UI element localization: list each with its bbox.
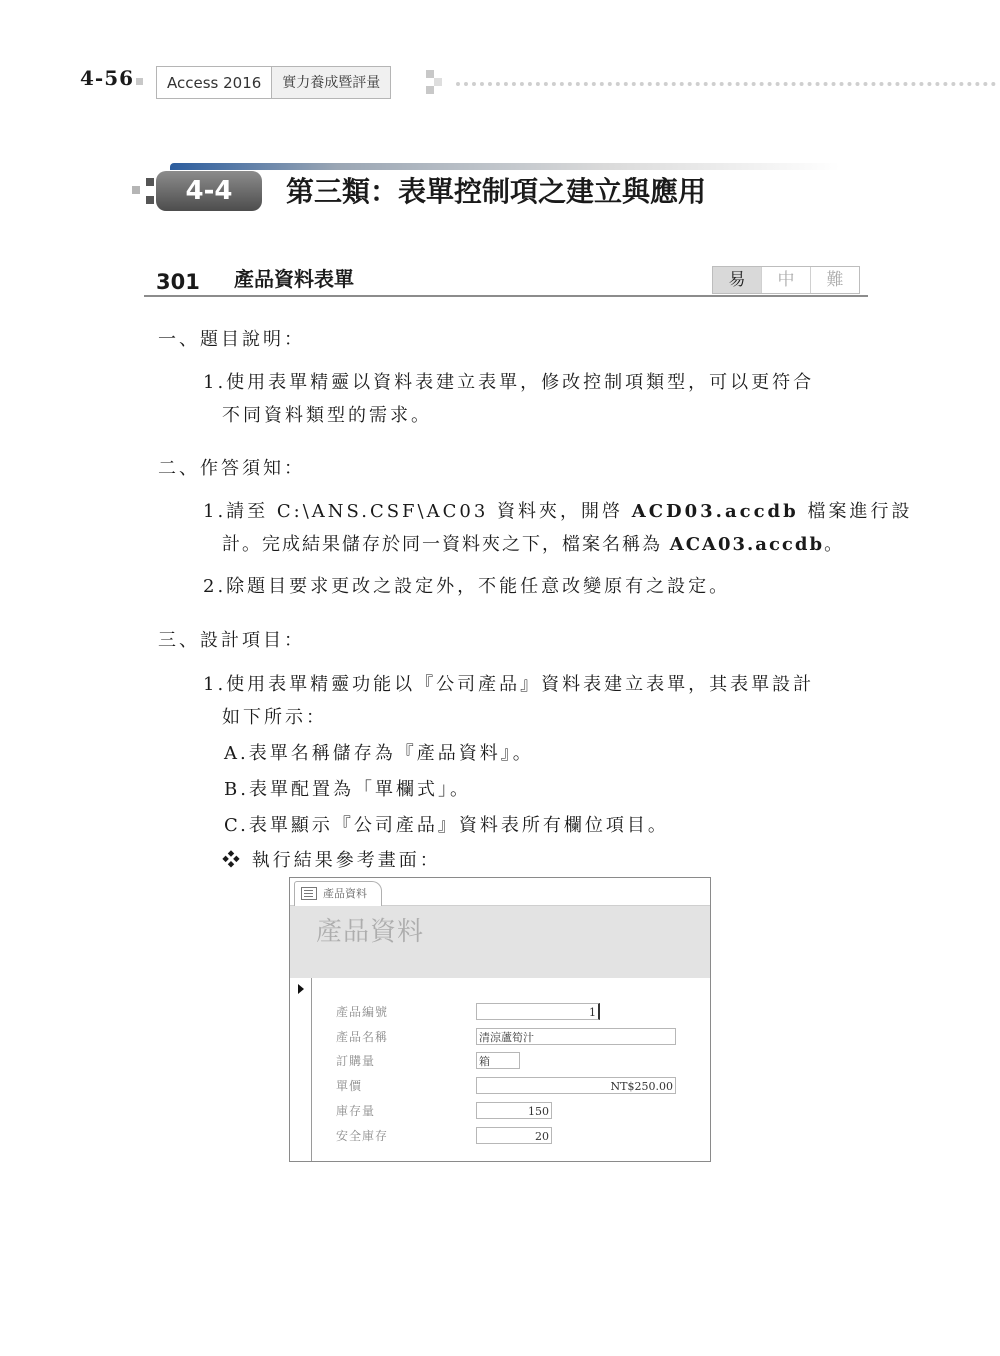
- s2-text: 1.請至 C:\ANS.CSF\AC03 資料夾，開啓: [203, 501, 632, 522]
- header-cube-decoration: [434, 78, 442, 86]
- section-title: 第三類：表單控制項之建立與應用: [286, 175, 707, 208]
- s3-item1-line1: 1.使用表單精靈功能以『公司產品』資料表建立表單，其表單設計: [203, 674, 815, 695]
- result-filename: ACA03.accdb: [669, 534, 825, 555]
- field-label-product-id: 產品編號: [336, 1005, 389, 1019]
- s2-text: 檔案進行設: [798, 501, 913, 522]
- section-cube-decoration: [146, 196, 154, 204]
- header-square-decoration: [136, 78, 143, 85]
- s1-item1-line1: 1.使用表單精靈以資料表建立表單，修改控制項類型，可以更符合: [203, 372, 815, 393]
- header-cube-decoration: [426, 86, 434, 94]
- s3-item-b: B.表單配置為「單欄式」。: [224, 779, 471, 800]
- problem-underline: [144, 295, 868, 297]
- s2-item2: 2.除題目要求更改之設定外，不能任意改變原有之設定。: [203, 576, 731, 597]
- s2-text: 。: [824, 534, 845, 555]
- problem-title: 產品資料表單: [234, 267, 354, 291]
- page-number: 4-56: [80, 66, 135, 90]
- field-label-unit-price: 單價: [336, 1079, 363, 1093]
- s2-item1-line1: [203, 497, 912, 527]
- header-book-app: Access 2016: [157, 67, 272, 98]
- section-gradient-bar: [170, 163, 840, 170]
- problem-number: 301: [156, 270, 200, 294]
- header-book-subtitle: 實力養成暨評量: [272, 67, 390, 98]
- running-header-box: [156, 66, 391, 99]
- s3-item-a: A.表單名稱儲存為『產品資料』。: [224, 743, 534, 764]
- field-label-safety-stock: 安全庫存: [336, 1129, 389, 1143]
- heading-design-items: 三、設計項目：: [158, 630, 305, 651]
- field-input-product-name[interactable]: 清涼蘆筍汁: [476, 1028, 676, 1045]
- field-input-safety-stock[interactable]: 20: [476, 1127, 552, 1144]
- record-selector[interactable]: [290, 978, 312, 1161]
- form-screenshot: [289, 877, 711, 1162]
- section-cube-decoration: [132, 186, 140, 194]
- s3-item-c: C.表單顯示『公司產品』資料表所有欄位項目。: [224, 815, 669, 836]
- form-icon: [301, 887, 317, 900]
- difficulty-indicator: [712, 266, 860, 294]
- source-filename: ACD03.accdb: [631, 501, 799, 522]
- field-input-order-unit[interactable]: 箱: [476, 1052, 520, 1069]
- current-record-arrow-icon: [298, 984, 304, 994]
- field-input-product-id[interactable]: 1: [476, 1003, 600, 1020]
- field-input-stock[interactable]: 150: [476, 1102, 552, 1119]
- section-number-badge: 4-4: [156, 171, 262, 211]
- header-dotted-rule: [456, 82, 996, 86]
- s1-item1-line2: 不同資料類型的需求。: [222, 405, 432, 426]
- field-label-order-unit: 訂購量: [336, 1054, 376, 1068]
- s3-item1-line2: 如下所示：: [222, 707, 327, 728]
- heading-answer-notes: 二、作答須知：: [158, 458, 305, 479]
- difficulty-easy: 易: [713, 267, 761, 293]
- field-label-product-name: 產品名稱: [336, 1030, 389, 1044]
- difficulty-hard: 難: [810, 267, 859, 293]
- heading-problem-description: 一、題目說明：: [158, 329, 305, 350]
- form-title: 產品資料: [316, 917, 425, 947]
- s2-item1-line2: [222, 530, 844, 560]
- form-tab-label: 產品資料: [323, 887, 367, 900]
- header-cube-decoration: [426, 70, 434, 78]
- document-tab-strip: [290, 878, 710, 906]
- s2-text: 計。完成結果儲存於同一資料夾之下，檔案名稱為: [222, 534, 670, 555]
- field-input-unit-price[interactable]: NT$250.00: [476, 1077, 676, 1094]
- form-header-section: [290, 906, 710, 978]
- form-document-tab[interactable]: [294, 881, 382, 906]
- result-screen-caption: ❖ 執行結果參考畫面：: [222, 850, 441, 871]
- field-label-stock: 庫存量: [336, 1104, 376, 1118]
- difficulty-medium: 中: [761, 267, 810, 293]
- section-cube-decoration: [146, 178, 154, 186]
